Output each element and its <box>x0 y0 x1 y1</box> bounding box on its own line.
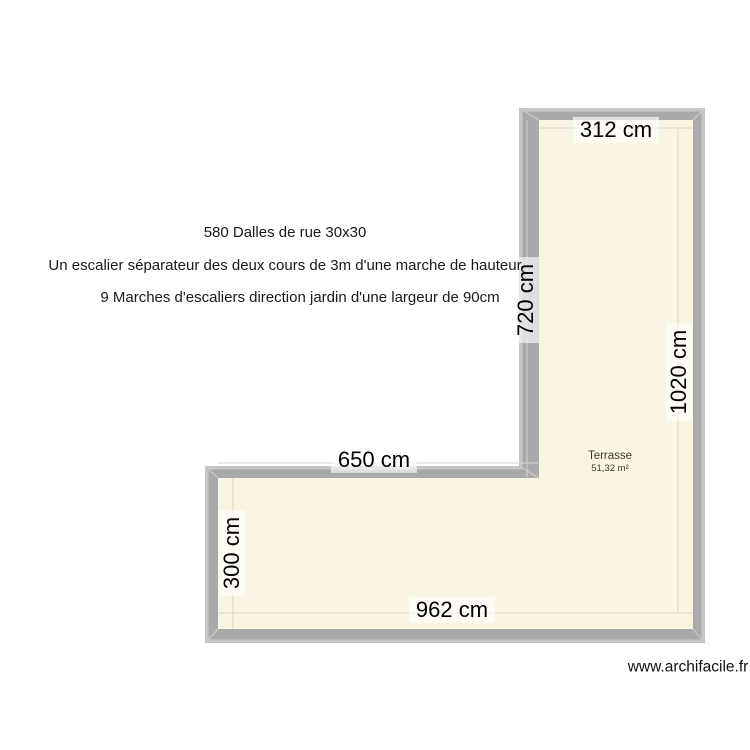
dimension-label-left-upper[interactable]: 720 cm <box>513 257 539 343</box>
annotation-dalles[interactable]: 580 Dalles de rue 30x30 <box>203 223 367 241</box>
room-name: Terrasse <box>587 450 633 462</box>
dimension-label-bottom[interactable]: 962 cm <box>409 597 495 623</box>
room-area: 51,32 m² <box>591 463 629 474</box>
dimension-label-top[interactable]: 312 cm <box>573 117 659 143</box>
dimension-label-middle[interactable]: 650 cm <box>331 447 417 473</box>
annotation-escalier-separateur[interactable]: Un escalier séparateur des deux cours de 3m d'une marche de hauteur <box>48 256 522 274</box>
room-label[interactable] <box>588 450 632 474</box>
watermark-text: www.archifacile.fr <box>627 658 749 676</box>
annotation-marches-escaliers[interactable]: 9 Marches d'escaliers direction jardin d'une largeur de 90cm <box>100 288 500 306</box>
dimension-label-left-lower[interactable]: 300 cm <box>219 510 245 596</box>
dimension-label-right[interactable]: 1020 cm <box>666 323 692 421</box>
floor-area[interactable] <box>218 120 693 629</box>
